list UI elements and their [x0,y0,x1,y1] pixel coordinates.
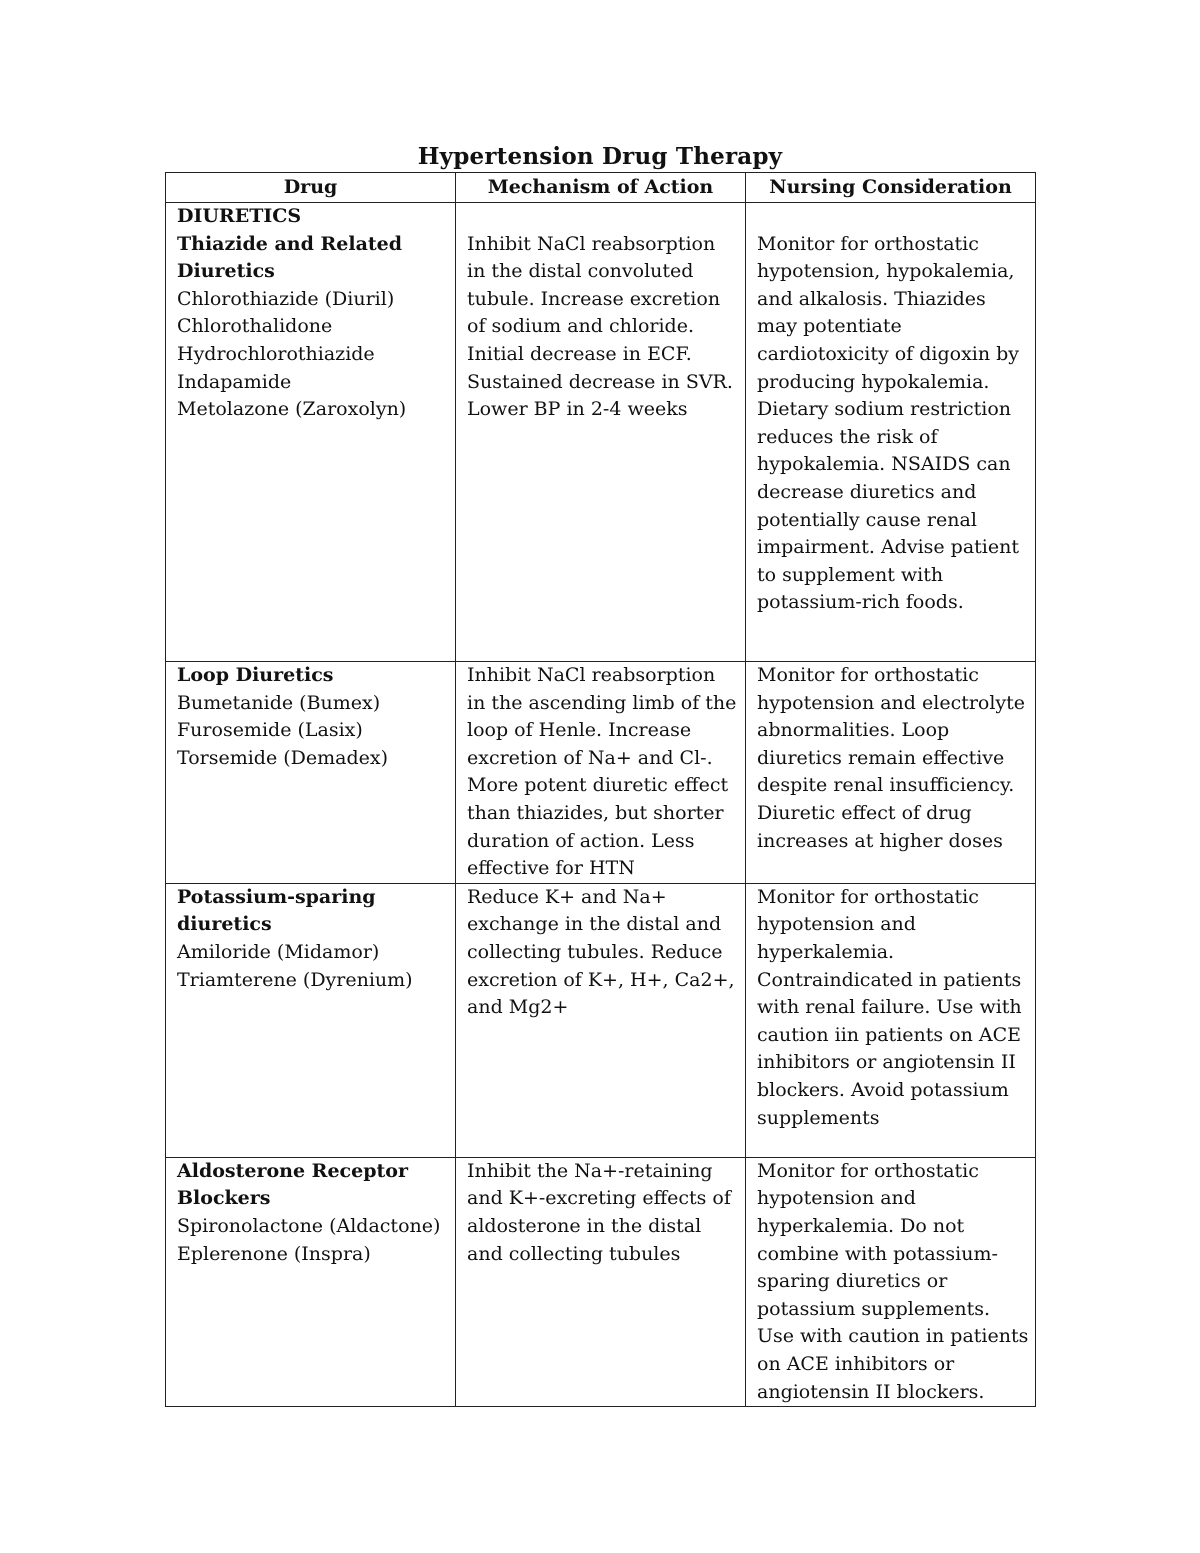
drug-class-heading: Potassium-sparing diuretics [177,885,376,936]
mechanism-cell [456,662,746,884]
drug-cell [166,662,456,884]
nursing-text: Monitor for orthostatic hypotension and hyperkalemia. Do not combine with potassium-sparing diuretics or potassium supplements. Use with caution in patients on ACE inhibitors or angiotensin II blockers. [757,1159,1029,1403]
column-header-mechanism: Mechanism of Action [456,173,746,203]
column-header-nursing: Nursing Consideration [746,173,1036,203]
drug-names: Bumetanide (Bumex) Furosemide (Lasix) Torsemide (Demadex) [177,691,389,769]
drug-cell [166,203,456,662]
drug-cell [166,1157,456,1406]
nursing-text: Monitor for orthostatic hypotension and hyperkalemia. Contraindicated in patients with renal failure. Use with caution iin patients on ACE inhibitors or angiotensin II blockers. Avoid potassium supplements [757,885,1022,1129]
table-row [166,662,1036,884]
drug-therapy-table [165,172,1036,1407]
drug-class-heading: Loop Diuretics [177,664,334,686]
mechanism-text: Reduce K+ and Na+ exchange in the distal and collecting tubules. Reduce excretion of K+, H+, Ca2+, and Mg2+ [467,885,735,1019]
table-row [166,1157,1036,1406]
nursing-cell [746,1157,1036,1406]
column-header-drug: Drug [166,173,456,203]
drug-class-heading: DIURETICS [177,205,302,227]
mechanism-text: Inhibit NaCl reabsorption in the ascending limb of the loop of Henle. Increase excretion of Na+ and Cl-. More potent diuretic effect than thiazides, but shorter duration of action. Less effective for HTN [467,664,737,880]
drug-cell [166,883,456,1157]
mechanism-text: Inhibit NaCl reabsorption in the distal convoluted tubule. Increase excretion of sodium and chloride. Initial decrease in ECF. Sustained decrease in SVR. Lower BP in 2-4 weeks [467,232,733,421]
nursing-cell [746,883,1036,1157]
nursing-cell [746,203,1036,662]
table-row [166,203,1036,662]
mechanism-cell [456,203,746,662]
mechanism-cell [456,1157,746,1406]
drug-class-heading: Aldosterone Receptor Blockers [177,1159,408,1210]
page-title: Hypertension Drug Therapy [417,143,783,170]
drug-names: Amiloride (Midamor) Triamterene (Dyrenium) [177,940,413,991]
mechanism-text: Inhibit the Na+-retaining and K+-excreting effects of aldosterone in the distal and collecting tubules [467,1159,731,1265]
mechanism-cell [456,883,746,1157]
drug-names: Chlorothiazide (Diuril) Chlorothalidone Hydrochlorothiazide Indapamide Metolazone (Zaroxolyn) [177,287,407,421]
drug-subclass-heading: Thiazide and Related Diuretics [177,232,403,283]
nursing-text: Monitor for orthostatic hypotension and electrolyte abnormalities. Loop diuretics remain effective despite renal insufficiency. Diuretic effect of drug increases at higher doses [757,664,1026,852]
nursing-text: Monitor for orthostatic hypotension, hypokalemia, and alkalosis. Thiazides may potentiate cardiotoxicity of digoxin by producing hypokalemia. Dietary sodium restriction reduces the risk of hypokalemia. NSAIDS can decrease diuretics and potentially cause renal impairment. Advise patient to supplement with potassium-rich foods. [757,232,1020,614]
table-row [166,883,1036,1157]
table-header-row [166,173,1036,203]
drug-names: Spironolactone (Aldactone) Eplerenone (Inspra) [177,1214,441,1265]
nursing-cell [746,662,1036,884]
